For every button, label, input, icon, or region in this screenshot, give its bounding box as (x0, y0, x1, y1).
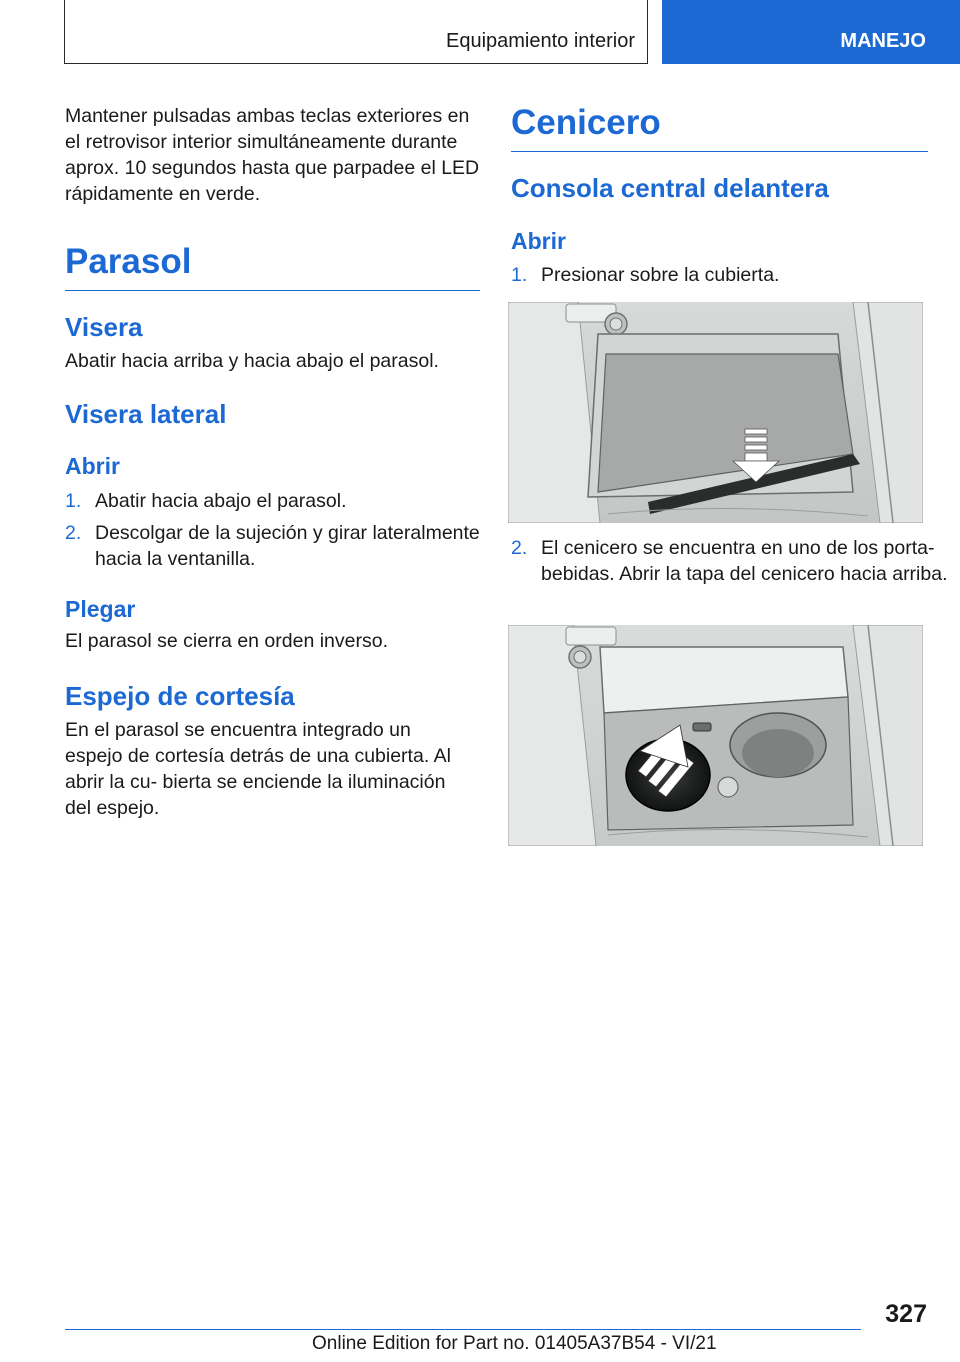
visera-heading: Visera (65, 312, 143, 342)
abrir-heading-left: Abrir (65, 453, 120, 479)
list-item (65, 488, 500, 514)
parasol-heading: Parasol (65, 242, 480, 291)
cenicero-heading: Cenicero (511, 103, 928, 152)
header-section-title: Equipamiento interior (446, 30, 635, 52)
abrir-heading-right: Abrir (511, 228, 566, 254)
intro-paragraph: Mantener pulsadas ambas teclas exteriores en el retrovisor interior simultáneamente durante aprox. 10 segundos hasta que parpadee el LED rápidamente en verde. (65, 105, 480, 205)
plegar-text: El parasol se cierra en orden inverso. (65, 630, 388, 652)
header-chapter-tab (662, 0, 960, 64)
step-number: 1. (65, 490, 82, 512)
list-item (511, 535, 951, 587)
footer-divider (65, 1329, 861, 1330)
step-number: 2. (511, 537, 528, 559)
header-chapter-label: MANEJO (840, 30, 926, 52)
visera-text: Abatir hacia arriba y hacia abajo el parasol. (65, 350, 439, 372)
page-number: 327 (885, 1300, 927, 1328)
step-text: Presionar sobre la cubierta. (541, 264, 780, 286)
console-cover-illustration (508, 302, 923, 523)
step-number: 1. (511, 264, 528, 286)
step-number: 2. (65, 522, 82, 544)
consola-heading: Consola central delantera (511, 173, 829, 203)
visera-lateral-heading: Visera lateral (65, 399, 227, 429)
espejo-text: En el parasol se encuentra integrado un espejo de cortesía detrás de una cubierta. Al abrir la cu‐ bierta se enciende la iluminación del espejo. (65, 719, 451, 819)
step-text: Abatir hacia abajo el parasol. (95, 490, 347, 512)
header-section-box (64, 0, 648, 64)
espejo-heading: Espejo de cortesía (65, 681, 295, 711)
plegar-heading: Plegar (65, 596, 136, 622)
ashtray-open-illustration (508, 625, 923, 846)
list-item (65, 520, 500, 572)
list-item (511, 262, 951, 288)
step-text: Descolgar de la sujeción y girar lateralmente hacia la ventanilla. (95, 522, 480, 570)
footer-edition-text: Online Edition for Part no. 01405A37B54 - VI/21 (312, 1333, 717, 1354)
step-text: El cenicero se encuentra en uno de los porta‐ bebidas. Abrir la tapa del cenicero hacia arriba. (541, 537, 948, 585)
